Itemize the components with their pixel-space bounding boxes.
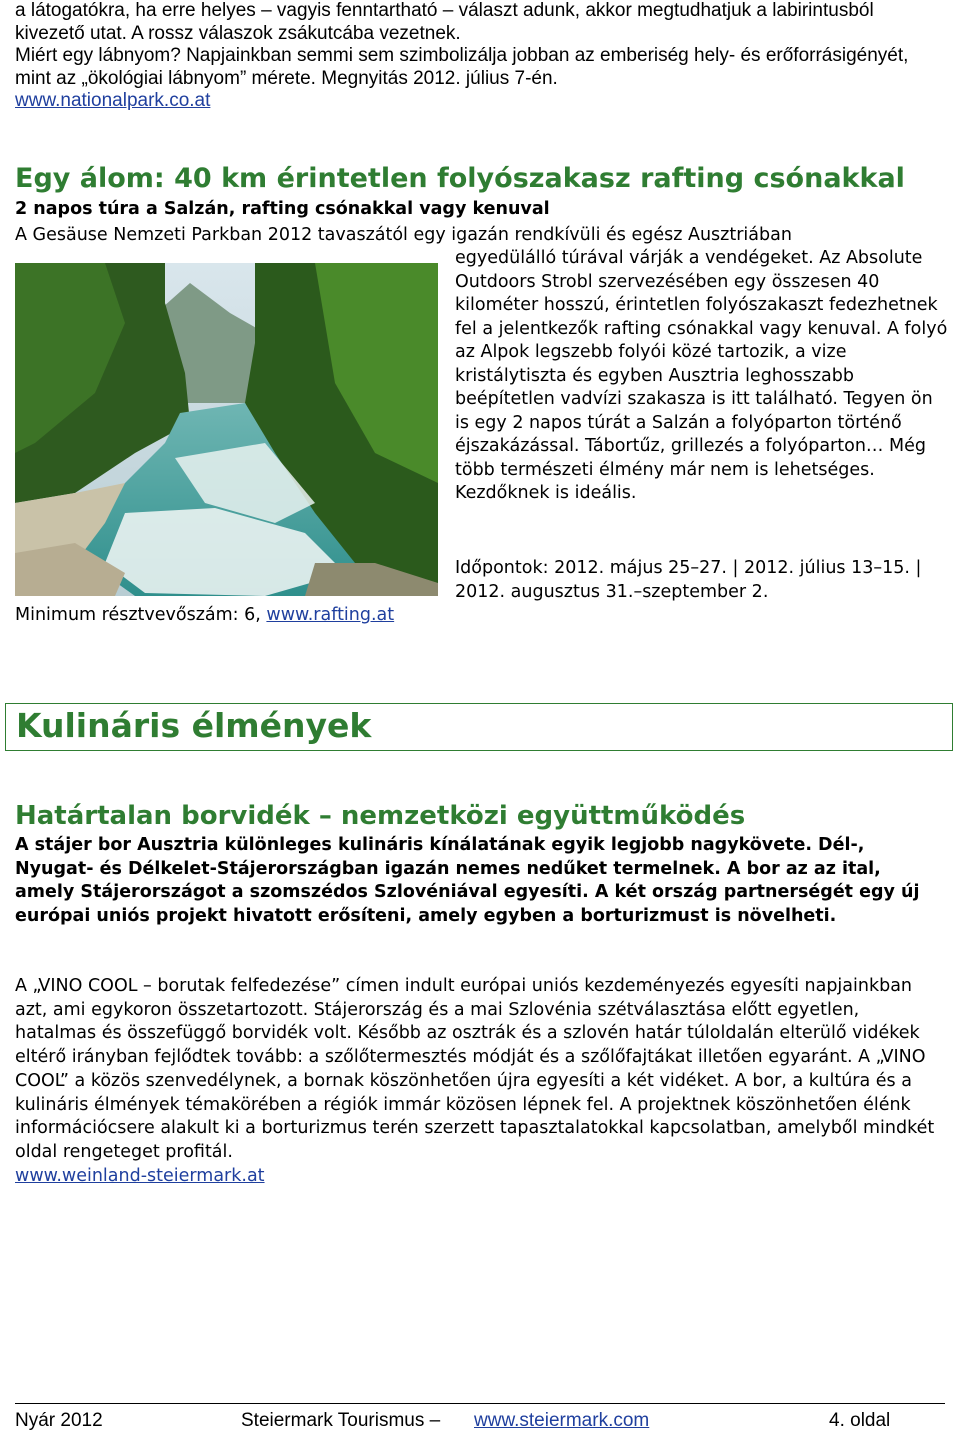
wine-lead: A stájer bor Ausztria különleges kulináris kínálatának egyik legjobb nagykövete. Dél-, Nyugat- és Délkelet-Stájerországban igazán nemes nedűket termelnek. A bor az az ital, amely Stájerországot a szomszédos Szlovéniával egyesíti. A két ország partnerségét egy új európai uniós projekt hivatott erősíteni, amely egyben a borturizmust is növelheti. <box>15 835 920 926</box>
rafting-link[interactable]: www.rafting.at <box>266 605 395 625</box>
rafting-body-first-line: A Gesäuse Nemzeti Parkban 2012 tavaszától egy igazán rendkívüli és egész Ausztriában <box>15 225 792 245</box>
intro-paragraph-1: a látogatókra, ha erre helyes – vagyis fenntartható – választ adunk, akkor megtudhatjuk a labirintusból kivezető utat. A rossz válaszok zsákutcába vezetnek. <box>15 0 874 44</box>
intro-text <box>15 0 945 113</box>
rafting-subheading: 2 napos túra a Salzán, rafting csónakkal vagy kenuval <box>15 199 550 219</box>
weinland-link[interactable]: www.weinland-steiermark.at <box>15 1165 265 1186</box>
rafting-dates <box>455 557 950 604</box>
wine-body <box>15 975 945 1188</box>
footer-page-number: 4. oldal <box>829 1410 891 1431</box>
section-title: Kulináris élmények <box>16 706 372 745</box>
footer-org: Steiermark Tourismus – <box>241 1410 441 1431</box>
dates-value: 2012. május 25–27. | 2012. július 13–15. | 2012. augusztus 31.–szeptember 2. <box>455 558 922 602</box>
min-participants-label: Minimum résztvevőszám: 6, <box>15 605 261 625</box>
footer-season: Nyár 2012 <box>15 1410 103 1431</box>
page-footer <box>15 1403 945 1440</box>
nationalpark-link[interactable]: www.nationalpark.co.at <box>15 90 211 111</box>
wine-heading: Határtalan borvidék – nemzetközi együttműködés <box>15 801 746 831</box>
rafting-body-text: egyedülálló túrával várják a vendégeket. Az Absolute Outdoors Strobl szervezésében egy összesen 40 kilométer hosszú, érintetlen folyószakaszt fedezhetnek fel a jelentkezők rafting csónakkal vagy kenuval. A folyó az Alpok legszebb folyói közé tartozik, a vize kristálytiszta és egyben Ausztria leghosszabb beépítetlen vadvízi szakasza is itt található. Tegyen ön is egy 2 napos túrát a Salzán a folyóparton történő éjszakázással. Tábortűz, grillezés a folyóparton… Még több természeti élmény már nem is lehetséges. Kezdőknek is ideális. <box>455 248 948 503</box>
intro-paragraph-2: Miért egy lábnyom? Napjainkban semmi sem szimbolizálja jobban az emberiség hely- és erőforrásigényét, mint az „ökológiai lábnyom” mérete. Megnyitás 2012. július 7-én. <box>15 45 909 89</box>
dates-label: Időpontok: <box>455 558 549 578</box>
minimum-participants <box>15 605 394 625</box>
footer-link[interactable]: www.steiermark.com <box>474 1410 650 1431</box>
section-banner <box>5 703 953 751</box>
rafting-body <box>455 247 950 506</box>
wine-body-text: A „VINO COOL – borutak felfedezése” címen indult európai uniós kezdeményezés egyesíti napjainkban azt, ami egykoron összetartozott. Stájerország és a mai Szlovénia szétválasztása előtt egyetlen, hatalmas és összefüggő borvidék volt. Később az osztrák és a szlovén határ túloldalán elterülő vidékek eltérő irányban fejlődtek tovább: a szőlőtermesztés módját és a szőlőfajtákat illetően egyaránt. A „VINO COOL” a közös szenvedélynek, a bornak köszönhetően újra egyesíti a két vidéket. A bor, a kultúra és a kulináris élmények témakörében a régiók immár közösen lépnek fel. A projektnek köszönhetően élénk információcsere alakult ki a borturizmus terén szerzett tapasztalatokkal kapcsolatban, amelyből mindkét oldal rengeteget profitál. <box>15 976 935 1162</box>
rafting-heading: Egy álom: 40 km érintetlen folyószakasz rafting csónakkal <box>15 163 905 194</box>
river-photo <box>15 263 438 596</box>
